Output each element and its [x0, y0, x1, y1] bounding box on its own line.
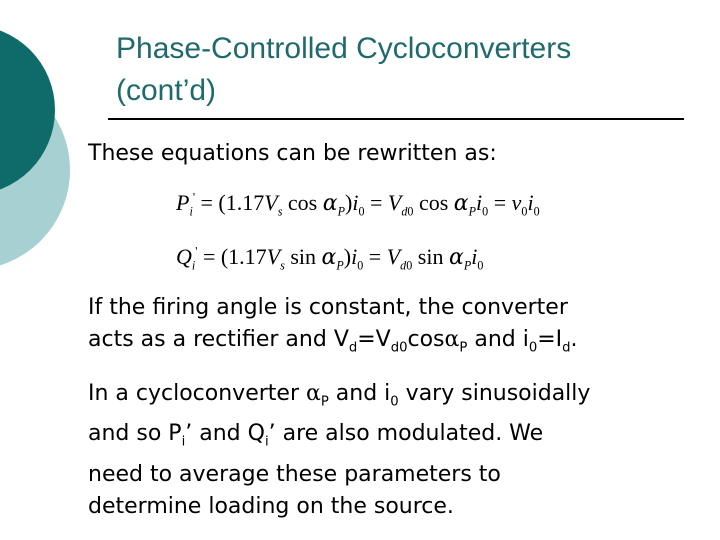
paragraph-cycloconverter: [88, 378, 590, 523]
p3-text: ’ are also modulated. We: [268, 421, 544, 447]
p2-sub: d: [348, 340, 358, 356]
p3-text: ’ and Q: [185, 421, 265, 447]
p2-line1: If the firing angle is constant, the converter: [88, 295, 568, 320]
slide-title: [116, 28, 696, 112]
paragraph-firing-angle: [88, 292, 578, 364]
title-divider: [108, 118, 684, 120]
p2-text: =I: [537, 327, 563, 352]
p3-sub: P: [320, 394, 329, 410]
p3-sub: 0: [390, 394, 399, 410]
p2-sub: d: [562, 340, 571, 356]
p2-sub: 0: [528, 340, 538, 356]
p3-line4: determine loading on the source.: [88, 493, 454, 519]
p3-text: and so P: [88, 421, 182, 447]
p2-text: .: [570, 327, 578, 352]
p2-sub: d0: [390, 340, 408, 356]
p2-sub: P: [459, 340, 468, 356]
p2-text: =V: [357, 327, 391, 352]
p3-sub: i: [181, 434, 186, 450]
equation-q: $Q_i' = (1.17V_s$ $\sin \alpha_P)i_0 = V_{d0}$ $\sin \alpha_Pi_0$: [176, 244, 484, 273]
p3-sub: i: [264, 434, 269, 450]
alpha-symbol: α: [305, 381, 321, 406]
intro-text: These equations can be rewritten as:: [88, 141, 497, 166]
p3-text: In a cycloconverter: [88, 381, 306, 406]
p3-line3: need to average these parameters to: [88, 461, 501, 487]
title-line-2: (cont’d): [116, 74, 217, 107]
title-line-1: Phase-Controlled Cycloconverters: [116, 32, 572, 65]
equation-p: $P_i' = (1.17V_s$ $\cos \alpha_P)i_0 = V_{d0}$ $\cos \alpha_Pi_0 = v_0i_0$: [176, 190, 540, 219]
p2-text: and i: [467, 327, 529, 352]
p3-text: vary sinusoidally: [398, 381, 591, 406]
alpha-symbol: α: [444, 327, 460, 352]
p2-text: acts as a rectifier and V: [88, 327, 349, 352]
p2-text: cos: [407, 327, 445, 352]
p3-text: and i: [328, 381, 391, 406]
